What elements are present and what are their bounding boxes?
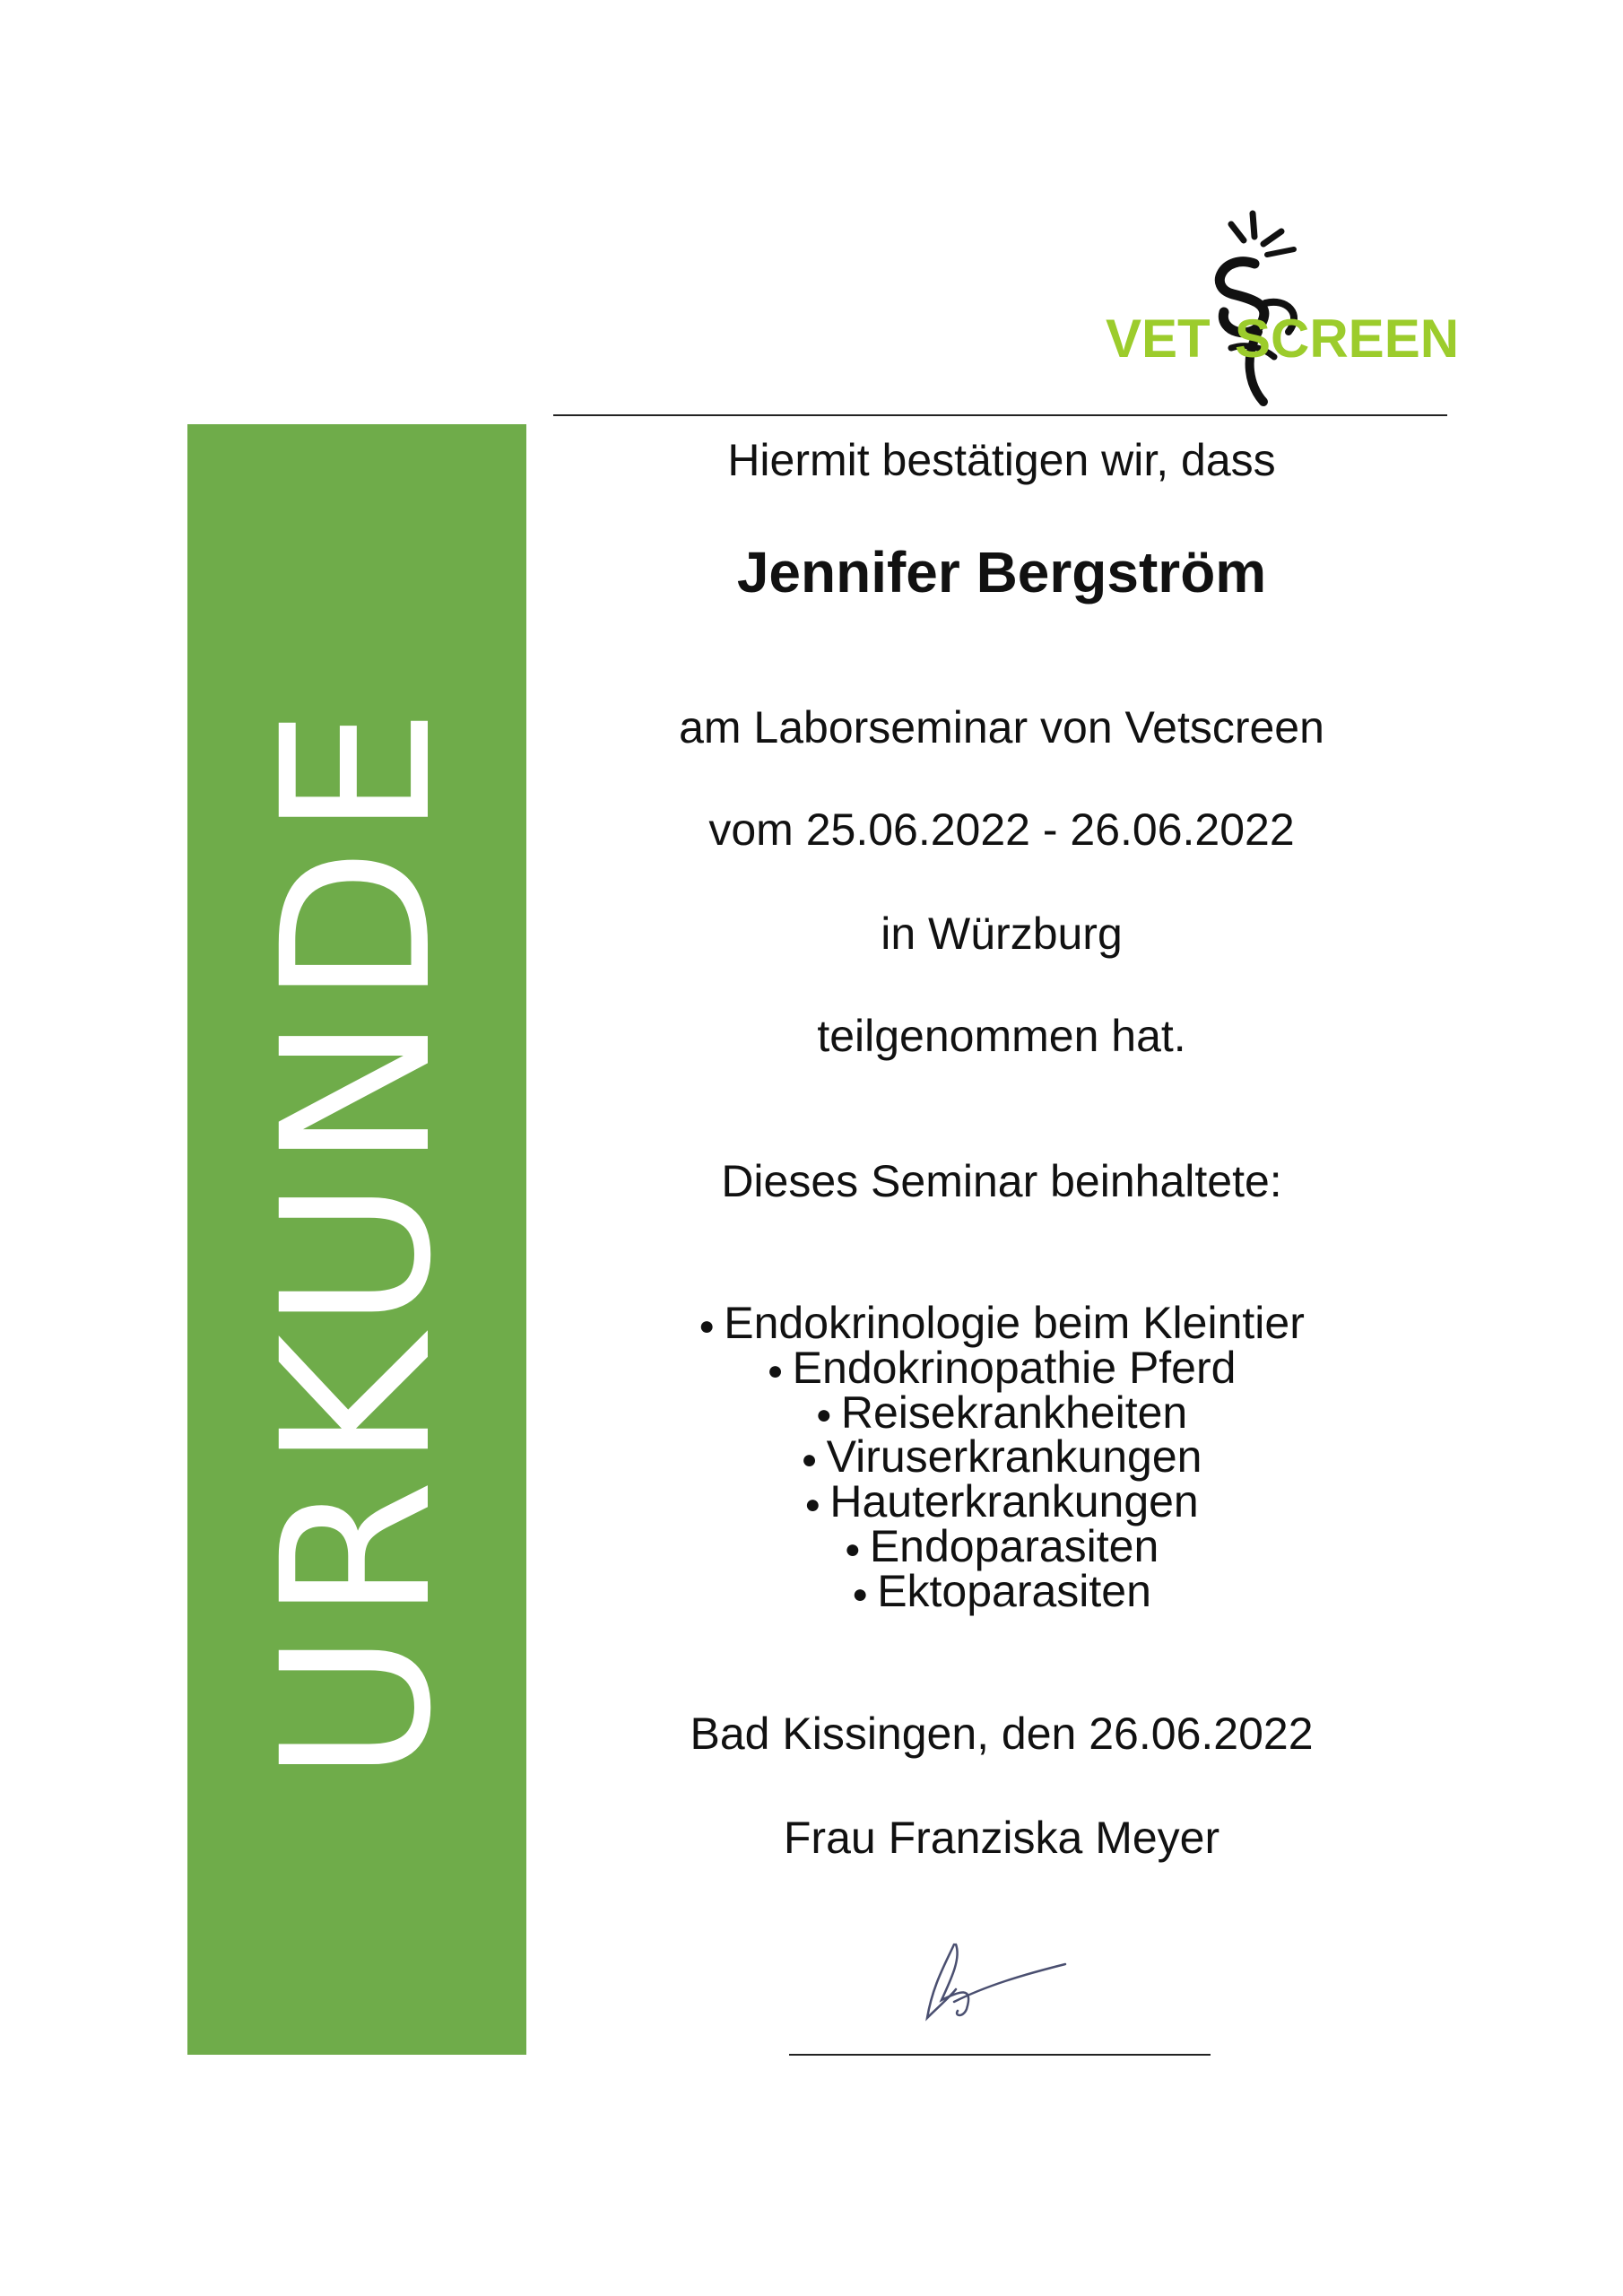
bullet-icon: ●: [844, 1534, 861, 1564]
contents-heading: Dieses Seminar beinhaltete:: [721, 1156, 1282, 1206]
intro-text: Hiermit bestätigen wir, dass: [727, 435, 1276, 485]
logo-text-vet: VET: [1106, 309, 1211, 369]
vetscreen-logo: [1098, 197, 1460, 413]
list-item: ● Endokrinologie beim Kleintier: [699, 1298, 1305, 1348]
topics-list: [553, 1298, 1450, 1616]
bullet-icon: ●: [699, 1310, 716, 1341]
bullet-icon: ●: [767, 1355, 784, 1386]
bullet-icon: ●: [804, 1489, 821, 1519]
bullet-icon: ●: [852, 1578, 869, 1609]
location-text: in Würzburg: [881, 909, 1123, 959]
list-item: ● Hauterkrankungen: [804, 1476, 1199, 1527]
list-item: ● Endoparasiten: [844, 1520, 1159, 1571]
date-range: vom 25.06.2022 - 26.06.2022: [708, 804, 1295, 855]
place-date: Bad Kissingen, den 26.06.2022: [690, 1709, 1314, 1759]
completion-text: teilgenommen hat.: [817, 1011, 1186, 1061]
header-divider: [553, 414, 1447, 416]
signatory-name: Frau Franziska Meyer: [783, 1813, 1220, 1863]
signature-icon: [915, 1928, 1076, 2036]
urkunde-title: URKUNDE: [238, 697, 476, 1782]
list-item: ● Reisekrankheiten: [815, 1387, 1188, 1438]
recipient-name: Jennifer Bergström: [736, 540, 1267, 604]
logo-figure-icon: [1188, 197, 1367, 413]
bullet-icon: ●: [801, 1445, 818, 1475]
signature-line: [789, 2054, 1211, 2056]
list-item: ● Viruserkrankungen: [801, 1431, 1202, 1483]
seminar-text: am Laborseminar von Vetscreen: [679, 702, 1324, 752]
list-item: ● Ektoparasiten: [852, 1565, 1151, 1616]
bullet-icon: ●: [815, 1400, 832, 1431]
logo-text-screen: SCREEN: [1235, 309, 1460, 369]
urkunde-band: [187, 424, 526, 2055]
list-item: ● Endokrinopathie Pferd: [767, 1342, 1237, 1393]
